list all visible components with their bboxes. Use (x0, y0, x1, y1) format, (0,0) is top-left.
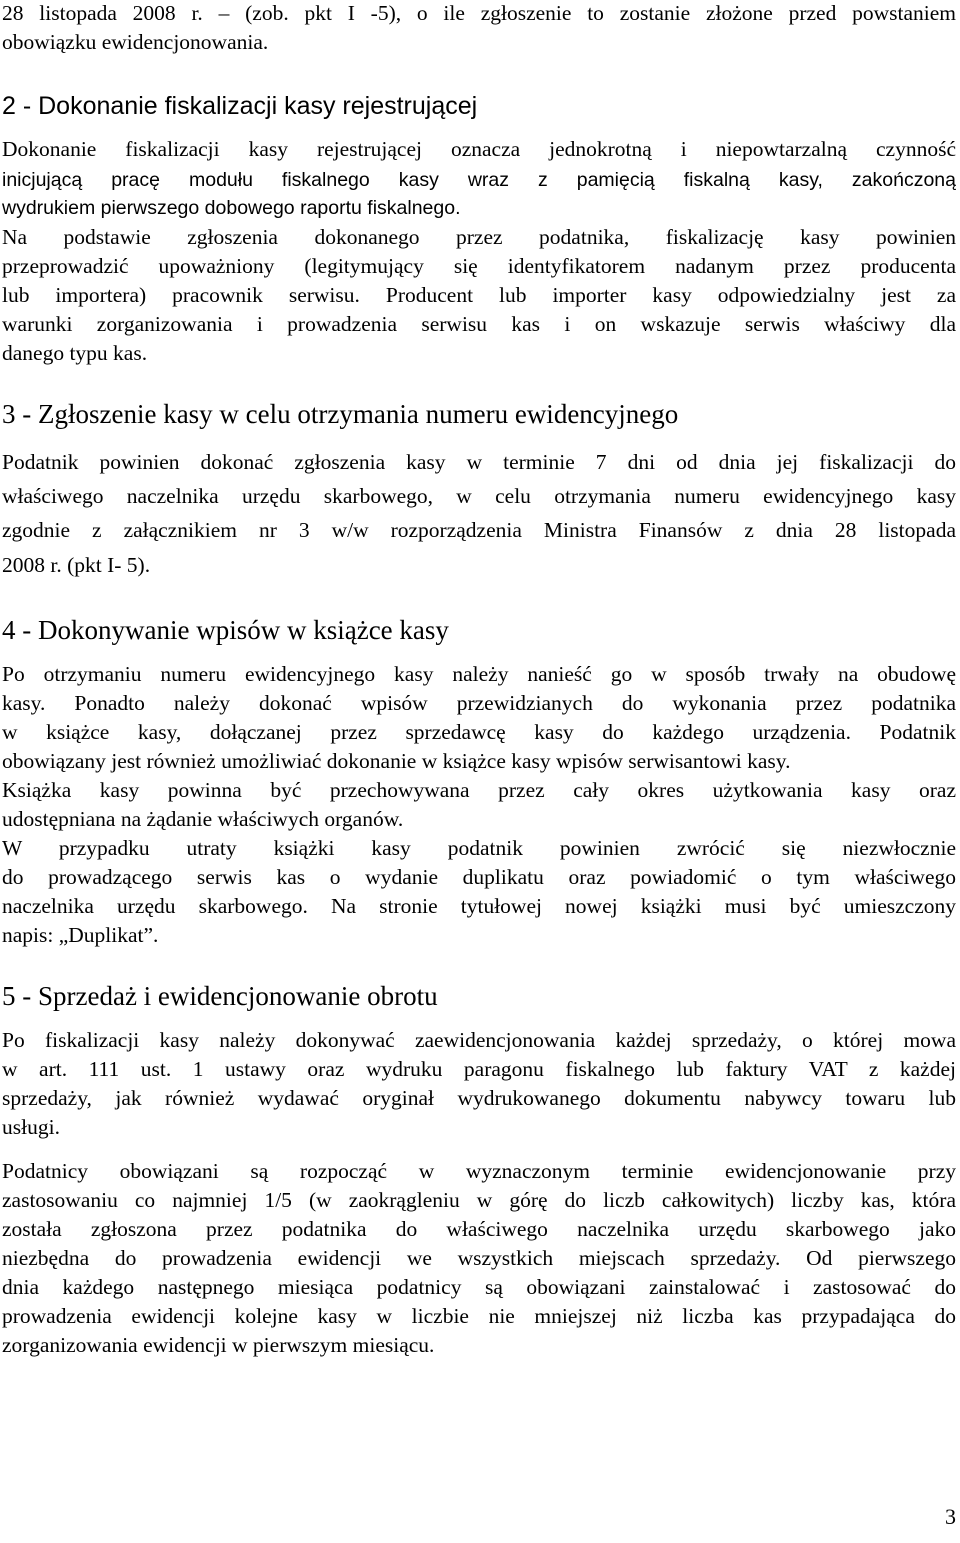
paragraph-line: prowadzenia ewidencji kolejne kasy w liczbie nie mniejszej niż liczba kas przypadająca do (2, 1304, 956, 1328)
paragraph-line: inicjującą pracę modułu fiskalnego kasy wraz z pamięcią fiskalną kasy, zakończoną (2, 169, 956, 191)
paragraph-line: właściwego naczelnika urzędu skarbowego, w celu otrzymania numeru ewidencyjnego kasy (2, 484, 956, 508)
paragraph-line: Dokonanie fiskalizacji kasy rejestrującej oznacza jednokrotną i niepowtarzalną czynność (2, 137, 956, 161)
paragraph-line: napis: „Duplikat”. (2, 923, 159, 947)
section-heading: 5 - Sprzedaż i ewidencjonowanie obrotu (2, 981, 438, 1011)
paragraph-line: została zgłoszona przez podatnika do właściwego naczelnika urzędu skarbowego jako (2, 1217, 956, 1241)
paragraph-line: kasy. Ponadto należy dokonać wpisów przewidzianych do wykonania przez podatnika (2, 691, 956, 715)
paragraph-line: niezbędna do prowadzenia ewidencji we wszystkich miejscach sprzedaży. Od pierwszego (2, 1246, 956, 1270)
paragraph-line: naczelnika urzędu skarbowego. Na stronie tytułowej nowej książki musi być umieszczony (2, 894, 956, 918)
paragraph-line: Podatnik powinien dokonać zgłoszenia kasy w terminie 7 dni od dnia jej fiskalizacji do (2, 450, 956, 474)
paragraph-line: sprzedaży, jak również wydawać oryginał wydrukowanego dokumentu nabywcy towaru lub (2, 1086, 956, 1110)
paragraph-line: przeprowadzić upoważniony (legitymujący się identyfikatorem nadanym przez producenta (2, 254, 956, 278)
paragraph-line: warunki zorganizowania i prowadzenia serwisu kas i on wskazuje serwis właściwy dla (2, 312, 956, 336)
paragraph-line: zorganizowania ewidencji w pierwszym miesiącu. (2, 1333, 435, 1357)
intro-line: 28 listopada 2008 r. – (zob. pkt I -5), o ile zgłoszenie to zostanie złożone przed powstaniem (2, 1, 956, 25)
section-heading: 4 - Dokonywanie wpisów w książce kasy (2, 615, 449, 645)
paragraph-line: Po otrzymaniu numeru ewidencyjnego kasy należy nanieść go w sposób trwały na obudowę (2, 662, 956, 686)
paragraph-line: w art. 111 ust. 1 ustawy oraz wydruku paragonu fiskalnego lub faktury VAT z każdej (2, 1057, 956, 1081)
paragraph-line: lub importera) pracownik serwisu. Producent lub importer kasy odpowiedzialny jest za (2, 283, 956, 307)
paragraph-line: zastosowaniu co najmniej 1/5 (w zaokrągleniu w górę do liczb całkowitych) liczby kas, która (2, 1188, 956, 1212)
paragraph-line: udostępniana na żądanie właściwych organów. (2, 807, 404, 831)
intro-line: obowiązku ewidencjonowania. (2, 30, 269, 54)
paragraph-line: Na podstawie zgłoszenia dokonanego przez podatnika, fiskalizację kasy powinien (2, 225, 956, 249)
paragraph-line: W przypadku utraty książki kasy podatnik powinien zwrócić się niezwłocznie (2, 836, 956, 860)
paragraph-line: Po fiskalizacji kasy należy dokonywać zaewidencjonowania każdej sprzedaży, o której mowa (2, 1028, 956, 1052)
page-number: 3 (945, 1504, 956, 1529)
paragraph-line: usługi. (2, 1115, 60, 1139)
paragraph-line: Książka kasy powinna być przechowywana przez cały okres użytkowania kasy oraz (2, 778, 956, 802)
section-heading: 2 - Dokonanie fiskalizacji kasy rejestrującej (2, 92, 478, 120)
paragraph-line: Podatnicy obowiązani są rozpocząć w wyznaczonym terminie ewidencjonowanie przy (2, 1159, 956, 1183)
paragraph-line: w książce kasy, dołączanej przez sprzedawcę kasy do każdego urządzenia. Podatnik (2, 720, 956, 744)
paragraph-line: do prowadzącego serwis kas o wydanie duplikatu oraz powiadomić o tym właściwego (2, 865, 956, 889)
paragraph-line: wydrukiem pierwszego dobowego raportu fiskalnego. (2, 197, 461, 219)
section-heading: 3 - Zgłoszenie kasy w celu otrzymania numeru ewidencyjnego (2, 399, 679, 429)
paragraph-line: 2008 r. (pkt I- 5). (2, 553, 151, 577)
paragraph-line: danego typu kas. (2, 341, 148, 365)
paragraph-line: zgodnie z załącznikiem nr 3 w/w rozporządzenia Ministra Finansów z dnia 28 listopada (2, 518, 956, 542)
paragraph-line: obowiązany jest również umożliwiać dokonanie w książce kasy wpisów serwisantowi kasy. (2, 749, 791, 773)
paragraph-line: dnia każdego następnego miesiąca podatnicy są obowiązani zainstalować i zastosować do (2, 1275, 956, 1299)
